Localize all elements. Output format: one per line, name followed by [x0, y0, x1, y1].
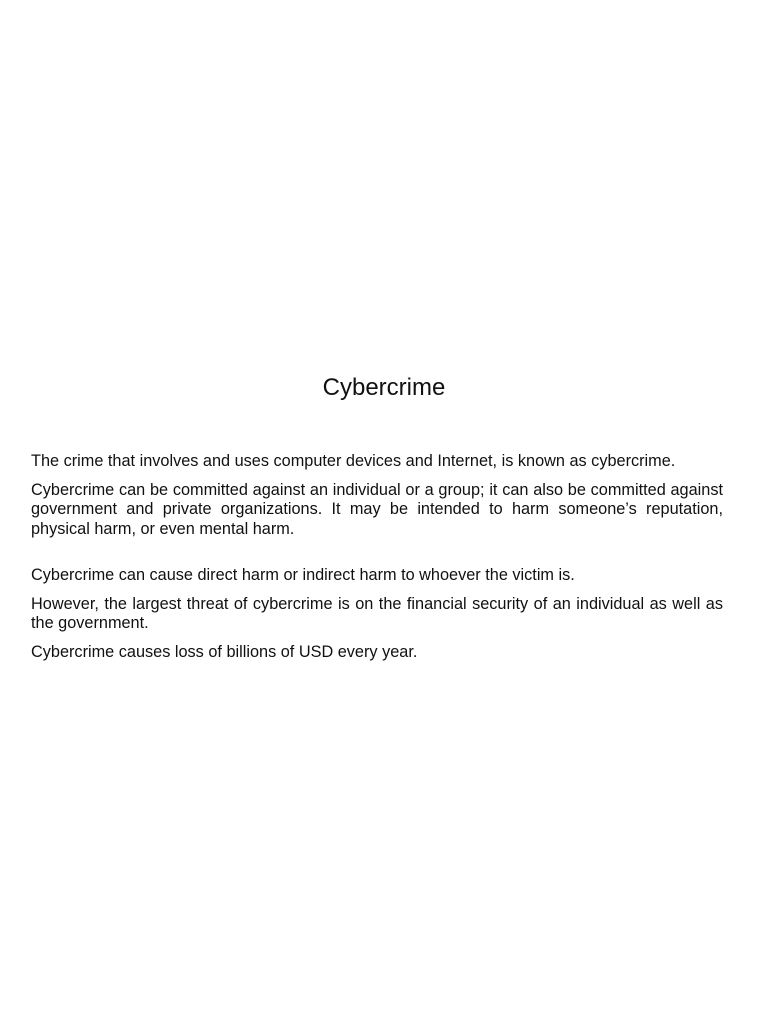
paragraph-targets: Cybercrime can be committed against an individual or a group; it can also be committed against government and private organizations. It may be intended to harm someone’s reputation, physical harm, or even mental harm.	[31, 481, 723, 538]
paragraph-losses: Cybercrime causes loss of billions of USD every year.	[31, 643, 418, 662]
document-title: Cybercrime	[322, 374, 446, 401]
paragraph-definition: The crime that involves and uses computer devices and Internet, is known as cybercrime.	[31, 452, 676, 470]
paragraph-financial-threat: However, the largest threat of cybercrime is on the financial security of an individual as well as the government.	[31, 595, 723, 633]
document-body	[31, 452, 723, 673]
paragraph-harm-types: Cybercrime can cause direct harm or indirect harm to whoever the victim is.	[31, 565, 575, 584]
